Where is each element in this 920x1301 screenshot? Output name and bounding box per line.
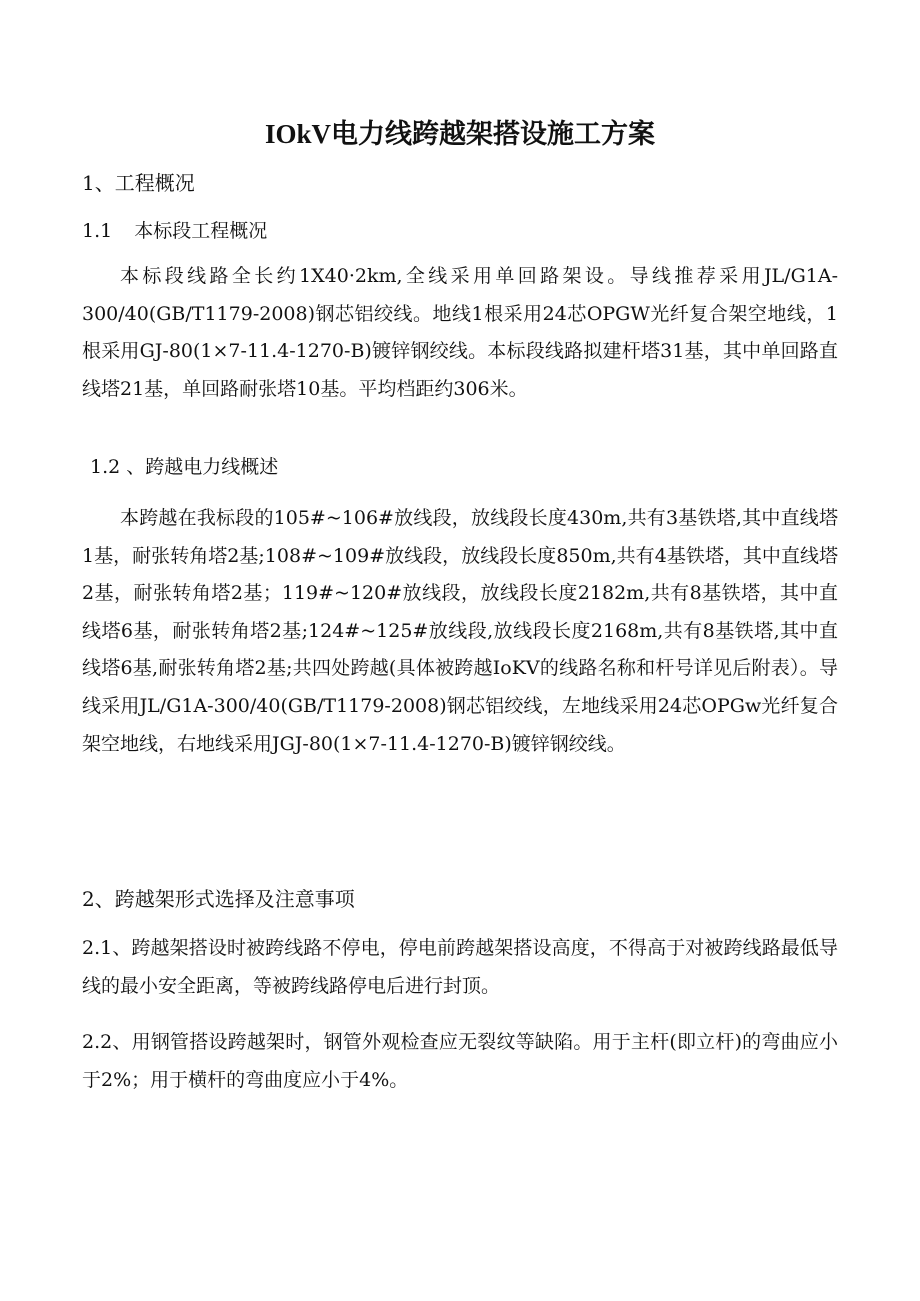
section-2-1-body: 2.1、跨越架搭设时被跨线路不停电，停电前跨越架搭设高度，不得高于对被跨线路最低导线的最小安全距离，等被跨线路停电后进行封顶。 — [82, 937, 838, 997]
section-2-2-body: 2.2、用钢管搭设跨越架时，钢管外观检查应无裂纹等缺陷。用于主杆(即立杆)的弯曲应小于2%；用于横杆的弯曲度应小于4%。 — [82, 1031, 838, 1091]
section-1-1-number: 1.1 — [82, 220, 113, 242]
title-latin: IOkV — [264, 119, 332, 149]
section-1-1-body: 本标段线路全长约1X40·2km,全线采用单回路架设。导线推荐采用JL/G1A-300/40(GB/T1179-2008)钢芯铝绞线。地线1根采用24芯OPGW光纤复合架空地线，1根采用GJ-80(1×7-11.4-1270-B)镀锌钢绞线。本标段线路拟建杆塔31基，其中单回路直线塔21基，单回路耐张塔10基。平均档距约306米。 — [82, 265, 838, 400]
section-2-heading: 2、跨越架形式选择及注意事项 — [82, 887, 355, 911]
document-title — [0, 112, 920, 157]
section-1-1-title: 本标段工程概况 — [134, 220, 268, 242]
section-1-2-heading: 1.2 、跨越电力线概述 — [90, 456, 279, 478]
section-1-heading: 1、工程概况 — [82, 171, 195, 195]
section-1-1-heading — [82, 216, 267, 246]
section-1-2-body: 本跨越在我标段的105#~106#放线段，放线段长度430m,共有3基铁塔,其中直线塔1基，耐张转角塔2基;108#~109#放线段，放线段长度850m,共有4基铁塔，其中直线塔2基，耐张转角塔2基；119#~120#放线段，放线段长度2182m,共有8基铁塔，其中直线塔6基，耐张转角塔2基;124#~125#放线段,放线段长度2168m,共有8基铁塔,其中直线塔6基,耐张转角塔2基;共四处跨越(具体被跨越IoKV的线路名称和杆号详见后附表）。导线采用JL/G1A-300/40(GB/T1179-2008)钢芯铝绞线，左地线采用24芯OPGw光纤复合架空地线，右地线采用JGJ-80(1×7-11.4-1270-B)镀锌钢绞线。 — [82, 507, 838, 755]
title-rest: 电力线跨越架搭设施工方案 — [331, 119, 656, 150]
